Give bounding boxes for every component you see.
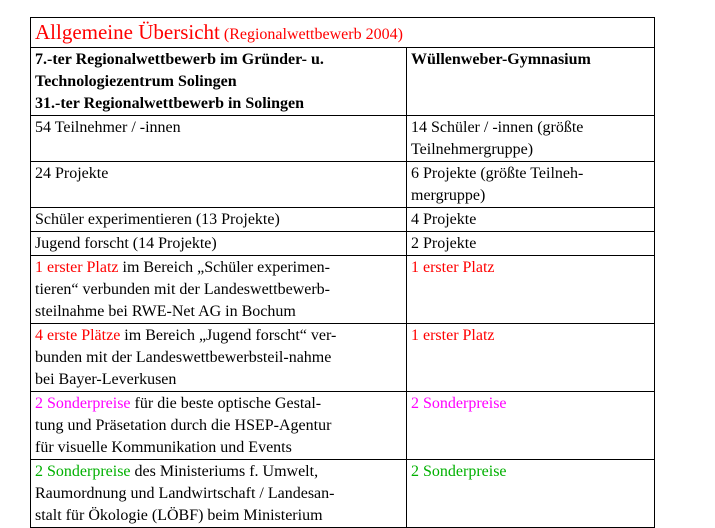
table-row-first-places-jugend — [31, 324, 655, 392]
first-places-jugend-text-3: bei Bayer-Leverkusen — [35, 371, 177, 388]
table-title-row — [31, 18, 655, 48]
competition-line-2: Technologiezentrum Solingen — [35, 73, 237, 90]
competition-line-3: 31.-ter Regionalwettbewerb in Solingen — [35, 95, 305, 112]
cell-special-prize-design — [31, 392, 407, 460]
special-prize-ministry-text-3: stalt für Ökologie (LÖBF) beim Ministerium — [35, 507, 323, 524]
first-place-schueler-text-3: steilnahme bei RWE-Net AG in Bochum — [35, 303, 296, 320]
cell-schueler-experimentieren-school: 4 Projekte — [407, 208, 655, 232]
overview-table — [30, 17, 655, 528]
first-places-jugend-text-2: bunden mit der Landeswettbewerbsteil-nahme — [35, 349, 332, 366]
cell-first-place-schueler — [31, 256, 407, 324]
cell-first-places-jugend — [31, 324, 407, 392]
special-prize-ministry-highlight: 2 Sonderpreise — [35, 463, 131, 480]
cell-participants-school — [407, 116, 655, 162]
cell-participants-total: 54 Teilnehmer / -innen — [31, 116, 407, 162]
table-row-special-prize-ministry — [31, 460, 655, 528]
first-place-schueler-text-2: tieren“ verbunden mit der Landeswettbewerb- — [35, 281, 330, 298]
cell-jugend-forscht: Jugend forscht (14 Projekte) — [31, 232, 407, 256]
projects-school-line-2: mergruppe) — [411, 187, 486, 204]
table-title: Allgemeine Übersicht — [35, 20, 220, 44]
first-places-jugend-text-1: im Bereich „Jugend forscht“ ver- — [120, 327, 337, 344]
table-title-cell — [31, 18, 655, 48]
table-row-projects — [31, 162, 655, 208]
table-row-competition — [31, 48, 655, 116]
special-prize-design-text-3: für visuelle Kommunikation und Events — [35, 439, 292, 456]
special-prize-ministry-text-1: des Ministeriums f. Umwelt, — [130, 463, 319, 480]
first-places-jugend-highlight: 4 erste Plätze — [35, 327, 121, 344]
cell-first-places-jugend-school: 1 erster Platz — [407, 324, 655, 392]
table-row-jugend-forscht — [31, 232, 655, 256]
cell-projects-school — [407, 162, 655, 208]
special-prize-ministry-text-2: Raumordnung und Landwirtschaft / Landesan- — [35, 485, 335, 502]
table-row-schueler-experimentieren — [31, 208, 655, 232]
cell-competition — [31, 48, 407, 116]
table-subtitle: (Regionalwettbewerb 2004) — [223, 26, 403, 43]
overview-document — [30, 17, 654, 528]
special-prize-design-text-1: für die beste optische Gestal- — [130, 395, 322, 412]
special-prize-design-text-2: tung und Präsetation durch die HSEP-Agentur — [35, 417, 332, 434]
competition-line-1: 7.-ter Regionalwettbewerb im Gründer- u. — [35, 51, 324, 68]
cell-special-prize-ministry — [31, 460, 407, 528]
cell-schueler-experimentieren: Schüler experimentieren (13 Projekte) — [31, 208, 407, 232]
projects-school-line-1: 6 Projekte (größte Teilneh- — [411, 165, 584, 182]
participants-school-line-2: Teilnehmergruppe) — [411, 141, 534, 158]
participants-school-line-1: 14 Schüler / -innen (größte — [411, 119, 584, 136]
table-row-participants — [31, 116, 655, 162]
cell-projects-total: 24 Projekte — [31, 162, 407, 208]
special-prize-design-highlight: 2 Sonderpreise — [35, 395, 131, 412]
cell-school: Wüllenweber-Gymnasium — [407, 48, 655, 116]
cell-first-place-schueler-school: 1 erster Platz — [407, 256, 655, 324]
table-row-special-prize-design — [31, 392, 655, 460]
cell-jugend-forscht-school: 2 Projekte — [407, 232, 655, 256]
table-row-first-place-schueler — [31, 256, 655, 324]
first-place-schueler-text-1: im Bereich „Schüler experimen- — [118, 259, 330, 276]
first-place-schueler-highlight: 1 erster Platz — [35, 259, 119, 276]
cell-special-prize-design-school: 2 Sonderpreise — [407, 392, 655, 460]
cell-special-prize-ministry-school: 2 Sonderpreise — [407, 460, 655, 528]
